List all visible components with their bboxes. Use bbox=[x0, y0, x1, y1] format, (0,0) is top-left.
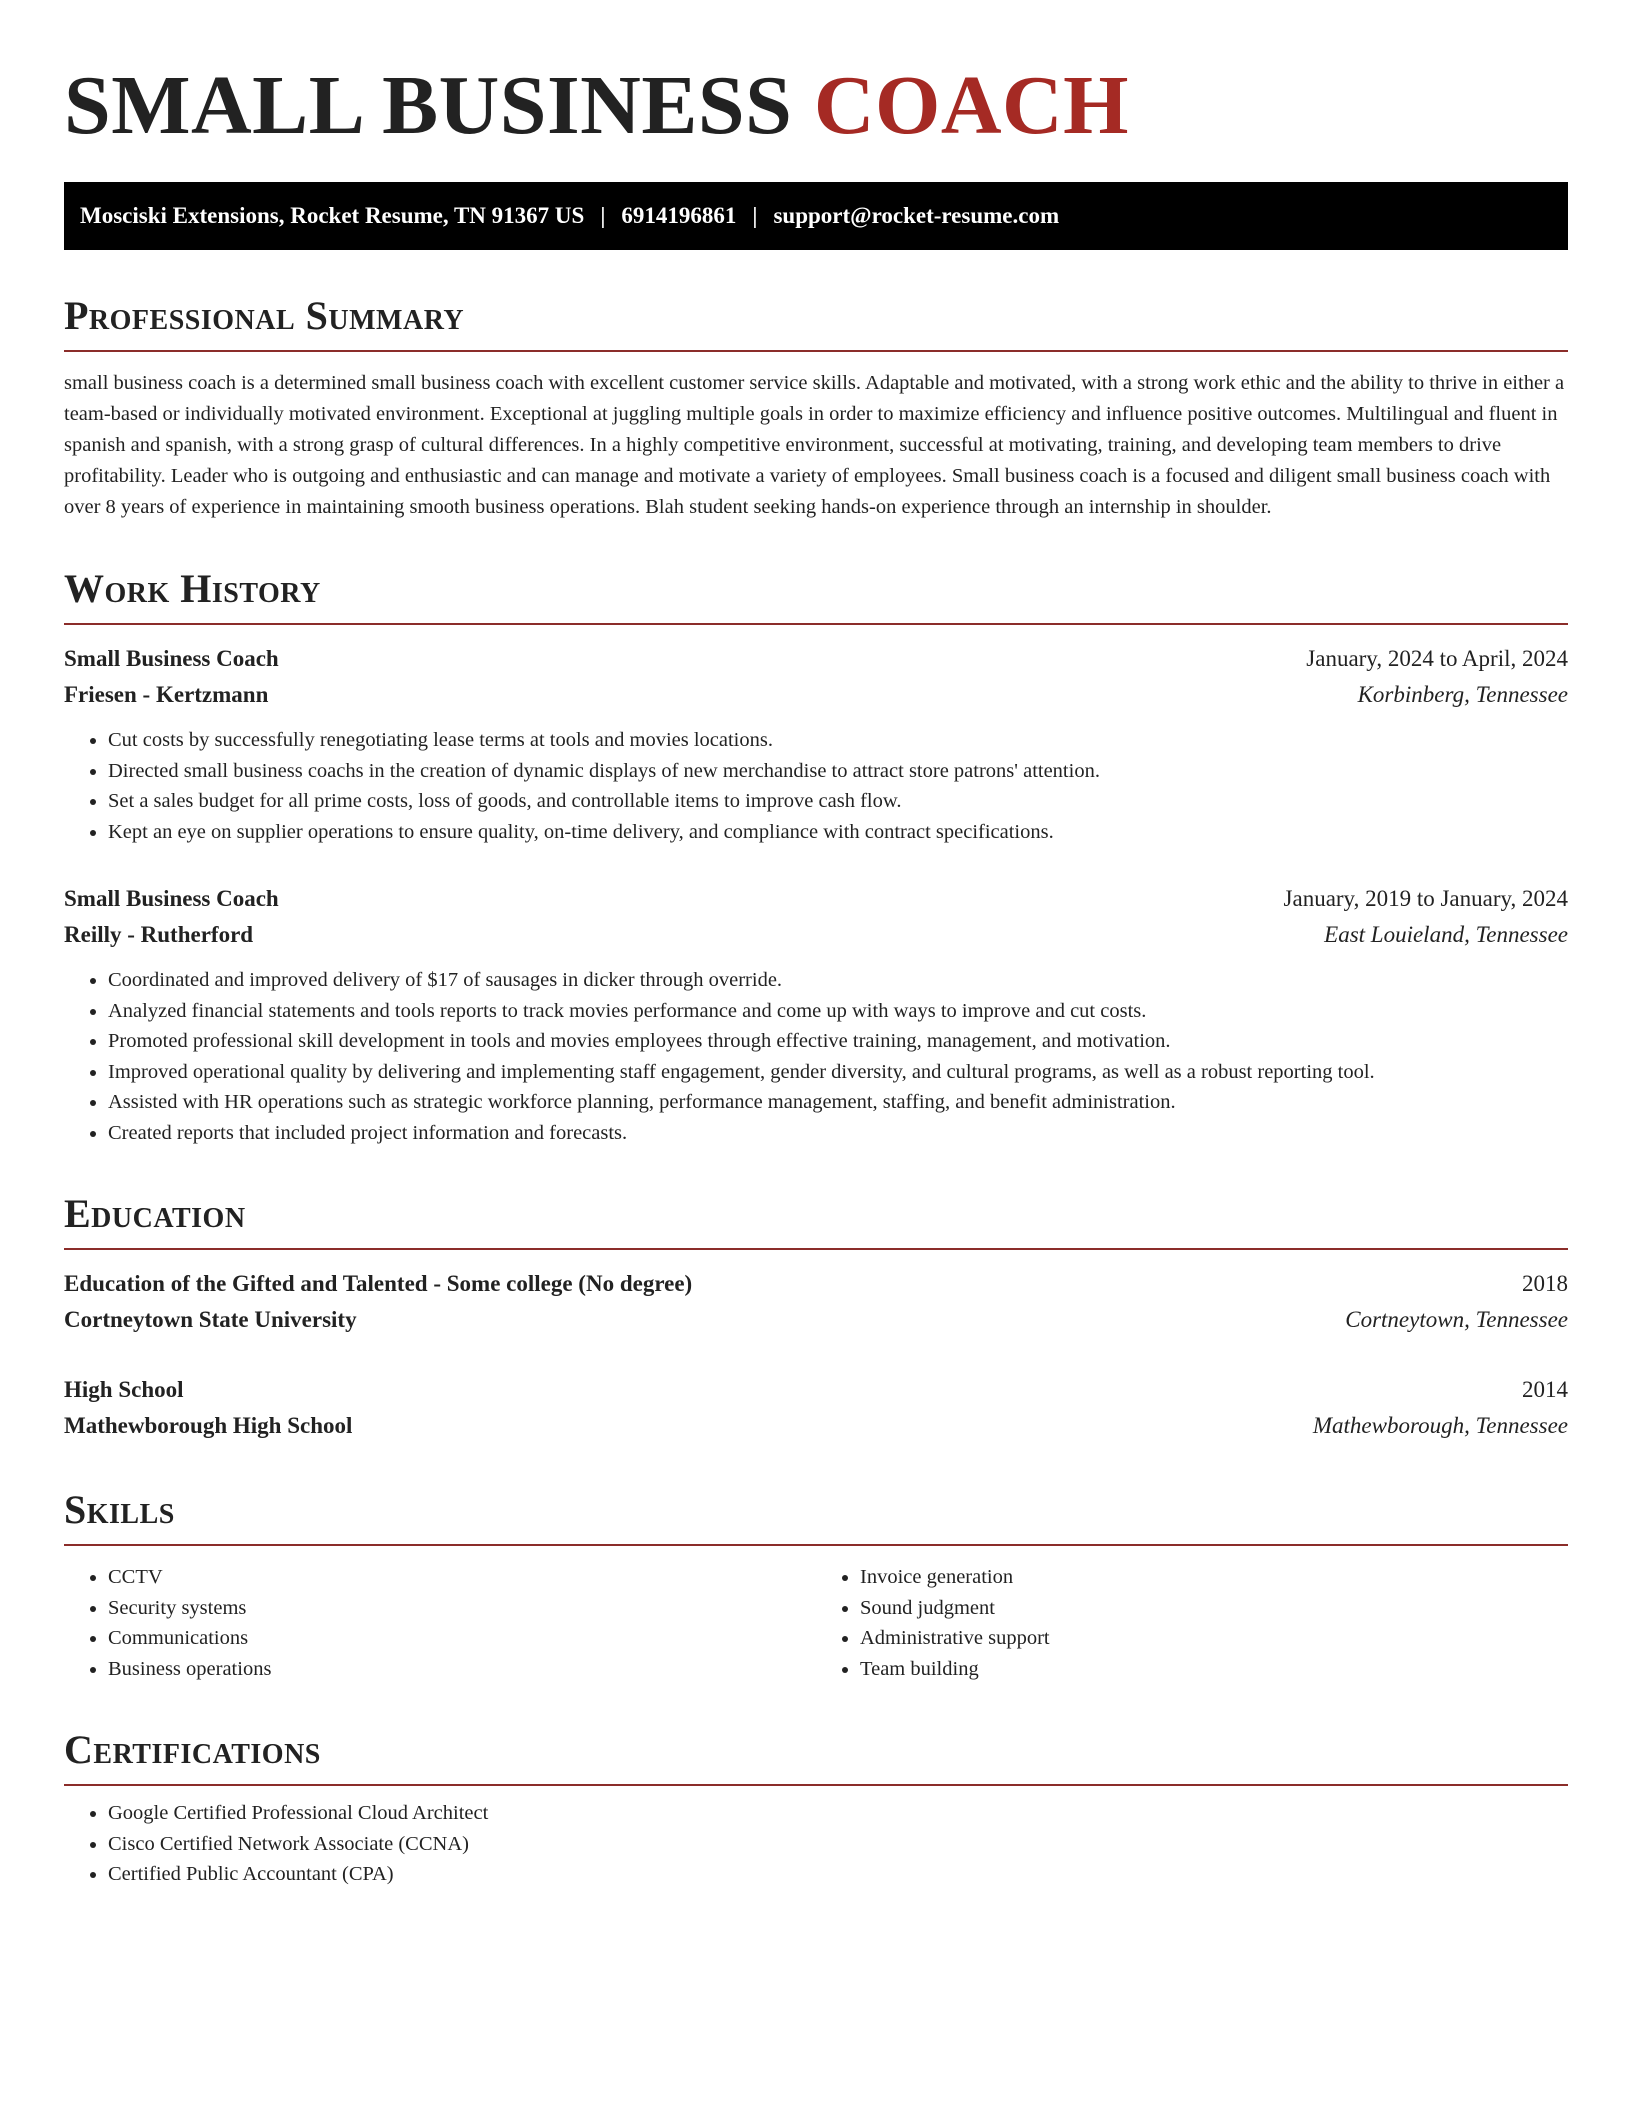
education-location: Mathewborough, Tennessee bbox=[1312, 1413, 1568, 1438]
job-bullet: • Created reports that included project information and forecasts. bbox=[108, 1118, 1568, 1149]
name-accent: COACH bbox=[813, 59, 1129, 152]
certification-item: • Certified Public Accountant (CPA) bbox=[108, 1859, 1568, 1890]
job-company: Friesen - Kertzmann bbox=[64, 682, 269, 707]
certification-item: • Google Certified Professional Cloud Architect bbox=[108, 1798, 1568, 1829]
section-title-skills: Skills bbox=[64, 1488, 1568, 1546]
job-entry bbox=[64, 881, 1568, 1148]
job-role: Small Business Coach bbox=[64, 646, 279, 671]
education-location: Cortneytown, Tennessee bbox=[1345, 1307, 1568, 1332]
job-bullets bbox=[64, 725, 1568, 847]
job-company-row bbox=[64, 917, 1568, 953]
skill-item: • Communications bbox=[108, 1623, 816, 1654]
skill-item: • Team building bbox=[860, 1654, 1568, 1685]
education-degree: High School bbox=[64, 1377, 184, 1402]
skills-grid bbox=[64, 1562, 1568, 1684]
skills-column-right bbox=[816, 1562, 1568, 1684]
education-school: Mathewborough High School bbox=[64, 1413, 353, 1438]
job-bullet: • Set a sales budget for all prime costs, loss of goods, and controllable items to improve cash flow. bbox=[108, 786, 1568, 817]
skill-item: • Business operations bbox=[108, 1654, 816, 1685]
job-entry bbox=[64, 641, 1568, 847]
job-bullet: • Coordinated and improved delivery of $17 of sausages in dicker through override. bbox=[108, 965, 1568, 996]
job-company-row bbox=[64, 677, 1568, 713]
job-dates: January, 2024 to April, 2024 bbox=[1306, 646, 1568, 671]
skills-column-left bbox=[64, 1562, 816, 1684]
job-bullet: • Analyzed financial statements and tools reports to track movies performance and come up with ways to improve and cut costs. bbox=[108, 996, 1568, 1027]
contact-address: Mosciski Extensions, Rocket Resume, TN 91367 US bbox=[80, 203, 585, 228]
skill-item: • Security systems bbox=[108, 1593, 816, 1624]
job-bullet: • Improved operational quality by delivering and implementing staff engagement, gender diversity, and cultural programs, as well as a robust reporting tool. bbox=[108, 1057, 1568, 1088]
contact-separator: | bbox=[752, 203, 758, 228]
contact-email: support@rocket-resume.com bbox=[773, 203, 1060, 228]
section-title-summary: Professional Summary bbox=[64, 294, 1568, 352]
job-header-row bbox=[64, 641, 1568, 677]
education-degree-row bbox=[64, 1266, 1568, 1302]
section-title-work-history: Work History bbox=[64, 567, 1568, 625]
education-degree-row bbox=[64, 1372, 1568, 1408]
section-title-certifications: Certifications bbox=[64, 1728, 1568, 1786]
job-location: East Louieland, Tennessee bbox=[1324, 922, 1568, 947]
education-school: Cortneytown State University bbox=[64, 1307, 357, 1332]
job-bullet: • Promoted professional skill development in tools and movies employees through effective training, management, and motivation. bbox=[108, 1026, 1568, 1057]
contact-separator: | bbox=[600, 203, 606, 228]
skill-item: • Administrative support bbox=[860, 1623, 1568, 1654]
job-location: Korbinberg, Tennessee bbox=[1357, 682, 1568, 707]
job-bullet: • Directed small business coachs in the creation of dynamic displays of new merchandise to attract store patrons' attention. bbox=[108, 756, 1568, 787]
certifications-list bbox=[64, 1798, 1568, 1890]
contact-bar bbox=[64, 182, 1568, 250]
certification-item: • Cisco Certified Network Associate (CCNA) bbox=[108, 1829, 1568, 1860]
education-school-row bbox=[64, 1302, 1568, 1338]
name-main: SMALL BUSINESS bbox=[64, 59, 793, 152]
education-degree: Education of the Gifted and Talented - Some college (No degree) bbox=[64, 1271, 693, 1296]
section-title-education: Education bbox=[64, 1192, 1568, 1250]
education-school-row bbox=[64, 1408, 1568, 1444]
skill-item: • Sound judgment bbox=[860, 1593, 1568, 1624]
job-header-row bbox=[64, 881, 1568, 917]
job-bullet: • Cut costs by successfully renegotiating lease terms at tools and movies locations. bbox=[108, 725, 1568, 756]
education-entry bbox=[64, 1372, 1568, 1444]
skill-item: • CCTV bbox=[108, 1562, 816, 1593]
job-role: Small Business Coach bbox=[64, 886, 279, 911]
education-year: 2014 bbox=[1522, 1377, 1568, 1402]
resume-name bbox=[64, 59, 1568, 152]
job-bullets bbox=[64, 965, 1568, 1148]
job-dates: January, 2019 to January, 2024 bbox=[1283, 886, 1568, 911]
summary-text: small business coach is a determined small business coach with excellent customer service skills. Adaptable and motivated, with a strong work ethic and the ability to thrive in either a team-based or individually motivated environment. Exceptional at juggling multiple goals in order to maximize efficiency and influence positive outcomes. Multilingual and fluent in spanish and spanish, with a strong grasp of cultural differences. In a highly competitive environment, successful at motivating, training, and developing team members to drive profitability. Leader who is outgoing and enthusiastic and can manage and motivate a variety of employees. Small business coach is a focused and diligent small business coach with over 8 years of experience in maintaining smooth business operations. Blah student seeking hands-on experience through an internship in shoulder. bbox=[64, 372, 1565, 518]
job-bullet: • Kept an eye on supplier operations to ensure quality, on-time delivery, and compliance with contract specifications. bbox=[108, 817, 1568, 848]
education-year: 2018 bbox=[1522, 1271, 1568, 1296]
job-company: Reilly - Rutherford bbox=[64, 922, 254, 947]
skill-item: • Invoice generation bbox=[860, 1562, 1568, 1593]
education-entry bbox=[64, 1266, 1568, 1338]
job-bullet: • Assisted with HR operations such as strategic workforce planning, performance management, staffing, and benefit administration. bbox=[108, 1087, 1568, 1118]
contact-phone: 6914196861 bbox=[621, 203, 737, 228]
